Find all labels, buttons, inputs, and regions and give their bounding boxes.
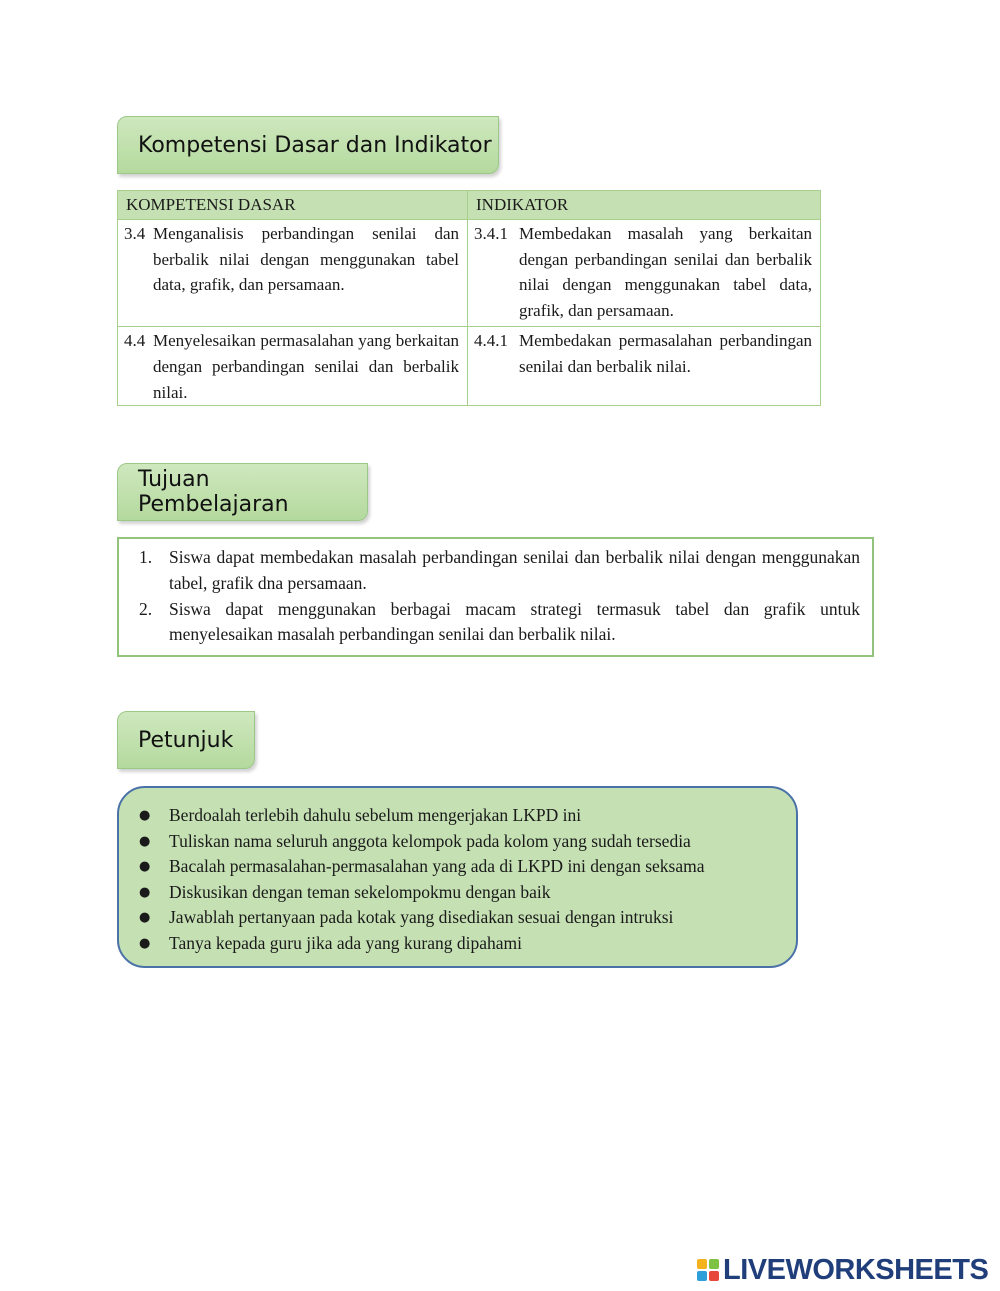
- bullet-icon: ●: [139, 884, 151, 900]
- list-number: 1.: [139, 547, 153, 567]
- header-indikator: INDIKATOR: [468, 191, 821, 220]
- bullet-icon: ●: [139, 808, 151, 823]
- list-item: [139, 854, 705, 880]
- kompetensi-table: [117, 190, 821, 406]
- logo-square-1: [697, 1259, 707, 1269]
- list-text: Diskusikan dengan teman sekelompokmu dengan baik: [169, 881, 551, 902]
- list-item: [139, 829, 705, 855]
- petunjuk-list: [139, 803, 705, 957]
- list-text: Siswa dapat menggunakan berbagai macam strategi termasuk tabel dan grafik untuk menyelesaikan masalah perbandingan senilai dan berbalik nilai.: [169, 598, 860, 645]
- kd-cell: [118, 326, 468, 405]
- list-item: [139, 545, 860, 597]
- table-header-row: [118, 191, 821, 220]
- logo-square-3: [697, 1271, 707, 1281]
- kd-number: 3.4: [124, 223, 146, 243]
- list-text: Jawablah pertanyaan pada kotak yang disediakan sesuai dengan intruksi: [169, 907, 674, 928]
- list-number: 2.: [139, 598, 153, 619]
- indikator-number: 3.4.1: [474, 223, 508, 243]
- indikator-number: 4.4.1: [474, 330, 508, 350]
- logo-text: LIVEWORKSHEETS: [723, 1253, 989, 1286]
- logo-square-2: [709, 1259, 719, 1269]
- bullet-icon: ●: [139, 833, 151, 849]
- bullet-icon: ●: [139, 910, 151, 926]
- indikator-text: Membedakan masalah yang berkaitan dengan perbandingan senilai dan berbalik nilai dengan menggunakan tabel data, grafik, dan persamaan.: [519, 223, 812, 321]
- liveworksheets-logo-icon: [697, 1259, 719, 1281]
- kd-text: Menganalisis perbandingan senilai dan berbalik nilai dengan menggunakan tabel data, grafik, dan persamaan.: [153, 223, 459, 295]
- list-item: [139, 905, 705, 931]
- list-text: Siswa dapat membedakan masalah perbandingan senilai dan berbalik nilai dengan menggunakan tabel, grafik dna persamaan.: [169, 547, 860, 593]
- bullet-icon: ●: [139, 935, 151, 951]
- section-title-petunjuk: Petunjuk: [117, 711, 255, 769]
- petunjuk-box: [117, 786, 798, 968]
- indikator-cell: [468, 326, 821, 405]
- list-text: Tuliskan nama seluruh anggota kelompok pada kolom yang sudah tersedia: [169, 830, 691, 851]
- indikator-cell: [468, 219, 821, 326]
- kd-cell: [118, 219, 468, 326]
- list-item: [139, 803, 705, 829]
- header-kompetensi-dasar: KOMPETENSI DASAR: [118, 191, 468, 220]
- list-item: [139, 597, 860, 649]
- list-text: Bacalah permasalahan-permasalahan yang ada di LKPD ini dengan seksama: [169, 856, 705, 877]
- table-row: [118, 219, 821, 326]
- bullet-icon: ●: [139, 859, 151, 875]
- indikator-text: Membedakan permasalahan perbandingan senilai dan berbalik nilai.: [519, 330, 812, 376]
- tujuan-box: [117, 537, 874, 657]
- kd-text: Menyelesaikan permasalahan yang berkaitan dengan perbandingan senilai dan berbalik nilai.: [153, 330, 459, 402]
- section-title-tujuan: Tujuan Pembelajaran: [117, 463, 368, 521]
- list-item: [139, 931, 705, 957]
- list-text: Tanya kepada guru jika ada yang kurang dipahami: [169, 932, 523, 953]
- kd-number: 4.4: [124, 330, 146, 350]
- table-row: [118, 326, 821, 405]
- list-item: [139, 880, 705, 906]
- list-text: Berdoalah terlebih dahulu sebelum mengerjakan LKPD ini: [169, 805, 582, 825]
- liveworksheets-logo: [697, 1254, 988, 1286]
- logo-square-4: [709, 1271, 719, 1281]
- section-title-kompetensi: Kompetensi Dasar dan Indikator: [117, 116, 499, 174]
- tujuan-list: [139, 545, 860, 648]
